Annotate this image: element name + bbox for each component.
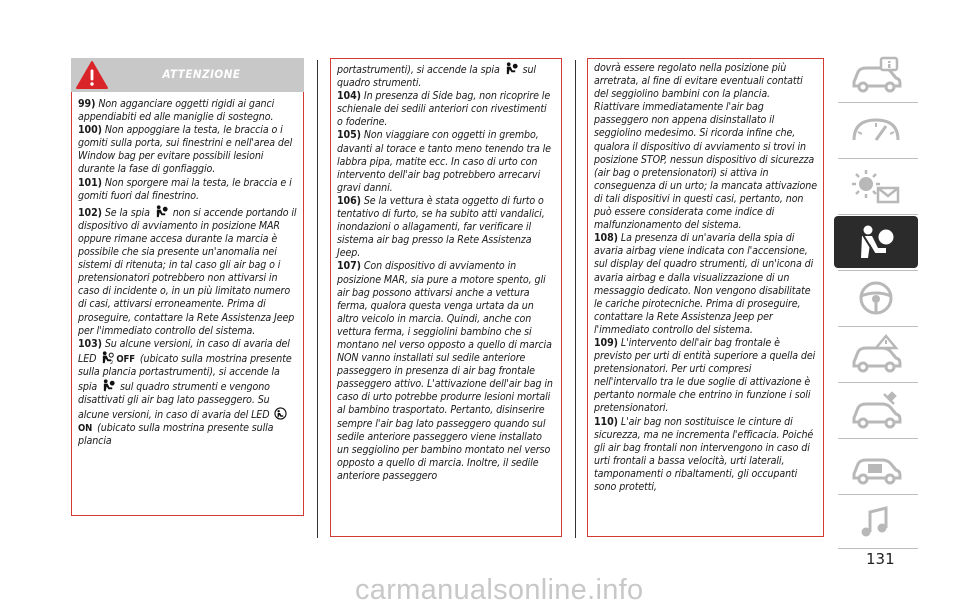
warning-title: ATTENZIONE [162, 67, 241, 82]
chapter-tab-multimedia[interactable] [834, 496, 918, 548]
sidebar-divider [838, 494, 918, 495]
sidebar-divider [838, 548, 918, 549]
warning-box [587, 58, 824, 537]
warning-item: 108) La presenza di un'avaria della spia di avaria airbag viene indicata con l'accensione, sul display del quadro strumenti, di un'icona di avaria airbag e dalla visualizzazione di un messaggio dedicato. Non vengono disabilitate le cariche pirotecniche. Prima di proseguire, contattare la Rete Assistenza Jeep per l'immediato controllo del sistema. [594, 232, 814, 336]
warning-column-3 [587, 58, 824, 537]
warning-item: 100) Non appoggiare la testa, le braccia o i gomiti sulla porta, sui finestrini e nell'area del Window bag per evitare possibili lesioni durante la fase di gonfiaggio. [78, 124, 293, 176]
chapter-tab-lights[interactable] [834, 160, 918, 212]
column-separator [317, 60, 318, 538]
passenger-airbag-off-icon [101, 351, 114, 364]
warning-item: 99) Non agganciare oggetti rigidi ai ganci appendiabiti ed alle maniglie di sostegno. [78, 98, 275, 124]
warning-triangle-icon [75, 60, 109, 90]
sidebar-divider [838, 382, 918, 383]
warning-item: portastrumenti), si accende la spia sul quadro strumenti. [337, 64, 536, 90]
chapter-tab-emergency[interactable] [834, 328, 918, 380]
sidebar-divider [838, 214, 918, 215]
sidebar-divider [838, 326, 918, 327]
chapter-tab-car-info[interactable] [834, 48, 918, 100]
steering-wheel-icon [848, 278, 904, 318]
warning-item: dovrà essere regolato nella posizione più arretrata, al fine di evitare eventuali contatti del seggiolino bambini con la plancia. Riattivare immediatamente l'air bag passeggero non appena disinstallato il seggiolino medesimo. Si ricorda infine che, qualora il dispositivo di avviamento si trovi in posizione STOP, nessun dispositivo di sicurezza (air bag o pretensionatori) si attiva in conseguenza di un urto; la mancata attivazione di tali dispositivi in questi casi, pertanto, non può essere considerata come indice di malfunzionamento del sistema. [594, 62, 817, 232]
lights-message-icon [848, 166, 904, 206]
car-info-icon [848, 54, 904, 94]
chapter-sidebar [828, 48, 925, 548]
chapter-tab-driving[interactable] [834, 272, 918, 324]
page-number: 131 [866, 550, 895, 568]
sidebar-divider [838, 270, 918, 271]
warning-item: 101) Non sporgere mai la testa, le braccia e i gomiti fuori dal finestrino. [78, 176, 292, 202]
column-separator [575, 60, 576, 538]
warning-header [71, 58, 304, 92]
chapter-tab-maintenance[interactable] [834, 384, 918, 436]
warning-item: 102) Se la spia non si accende portando il dispositivo di avviamento in posizione MAR oppure rimane accesa durante la marcia è possibile che sia presente un'anomalia nei sistemi di ritenuta; in tal caso gli air bag o i pretensionatori potrebbero non attivarsi in caso di incidente o, in un più limitato numero di casi, attivarsi erroneamente. Prima di proseguire, contattare la Rete Assistenza Jeep per l'immediato controllo del sistema. [78, 206, 297, 337]
warning-box [330, 58, 562, 537]
warning-item: 109) L'intervento dell'air bag frontale è previsto per urti di entità superiore a quella dei pretensionatori. Per urti compresi nell'intervallo tra le due soglie di attivazione è pertanto normale che entrino in funzione i soli pretensionatori. [594, 336, 816, 415]
airbag-warning-icon [505, 62, 518, 75]
safety-airbag-icon [848, 222, 904, 262]
warning-item: 107) Con dispositivo di avviamento in posizione MAR, sia pure a motore spento, gli air bag possono attivarsi anche a vettura ferma, qualora questa venga urtata da un altro veicolo in marcia. Quindi, anche con vettura ferma, i seggiolini bambino che si montano nel verso opposto a quello di marcia NON vanno installati sul sedile anteriore passeggero in presenza di air bag frontale passeggero attivo. L'attivazione dell'air bag in caso di urto potrebbe produrre lesioni mortali al bambino trasportato. Pertanto, disinserire sempre l'air bag lato passeggero quando sul sedile anteriore passeggero viene installato un seggiolino per bambino montato nel verso opposto a quello di marcia. Inoltre, il sedile anteriore passeggero [337, 260, 553, 482]
dashboard-warning-icon [848, 110, 904, 150]
chapter-tab-dashboard[interactable] [834, 104, 918, 156]
warning-item: 106) Se la vettura è stata oggetto di furto o tentativo di furto, se ha subito atti vandalici, inondazioni o allagamenti, far verificare il sistema air bag presso la Rete Assistenza Jeep. [337, 194, 545, 260]
chapter-tab-tech-data[interactable] [834, 440, 918, 492]
airbag-warning-icon [102, 379, 115, 392]
warning-column-2 [330, 58, 562, 537]
sidebar-divider [838, 158, 918, 159]
airbag-warning-icon [155, 205, 168, 218]
warning-item: 105) Non viaggiare con oggetti in grembo, davanti al torace e tanto meno tenendo tra le labbra pipa, matite ecc. In caso di urto con intervento dell'air bag potrebbero arrecarvi gravi danni. [337, 129, 551, 194]
svg-text:2: 2 [110, 360, 114, 364]
warning-item: 103) Su alcune versioni, in caso di avaria del LED 2 OFF (ubicato sulla mostrina presente sulla plancia portastrumenti), si accende la spia sul quadro strumenti e vengono disattivati gli air bag lato passeggero. Su alcune versioni, in caso di avaria del LED ON (ubicato sulla mostrina presente sulla plancia [78, 337, 292, 448]
car-emergency-icon [848, 334, 904, 374]
warning-column-1 [71, 58, 304, 516]
warning-item: 104) In presenza di Side bag, non ricoprire le schienale dei sedili anteriori con rivestimenti o foderine. [337, 90, 551, 129]
car-maintenance-icon [848, 390, 904, 430]
warning-box [71, 92, 304, 516]
chapter-tab-safety[interactable] [834, 216, 918, 268]
tech-data-icon [848, 446, 904, 486]
sidebar-divider [838, 438, 918, 439]
multimedia-icon [848, 502, 904, 542]
sidebar-divider [838, 102, 918, 103]
warning-item: 110) L'air bag non sostituisce le cinture di sicurezza, ma ne incrementa l'efficacia. Poiché gli air bag frontali non intervengono in caso di urti frontali a bassa velocità, urti laterali, tamponamenti o ribaltamenti, gli occupanti sono protetti, [594, 415, 814, 493]
watermark: carmanualsonline.info [355, 574, 644, 604]
passenger-airbag-on-icon [274, 407, 287, 420]
